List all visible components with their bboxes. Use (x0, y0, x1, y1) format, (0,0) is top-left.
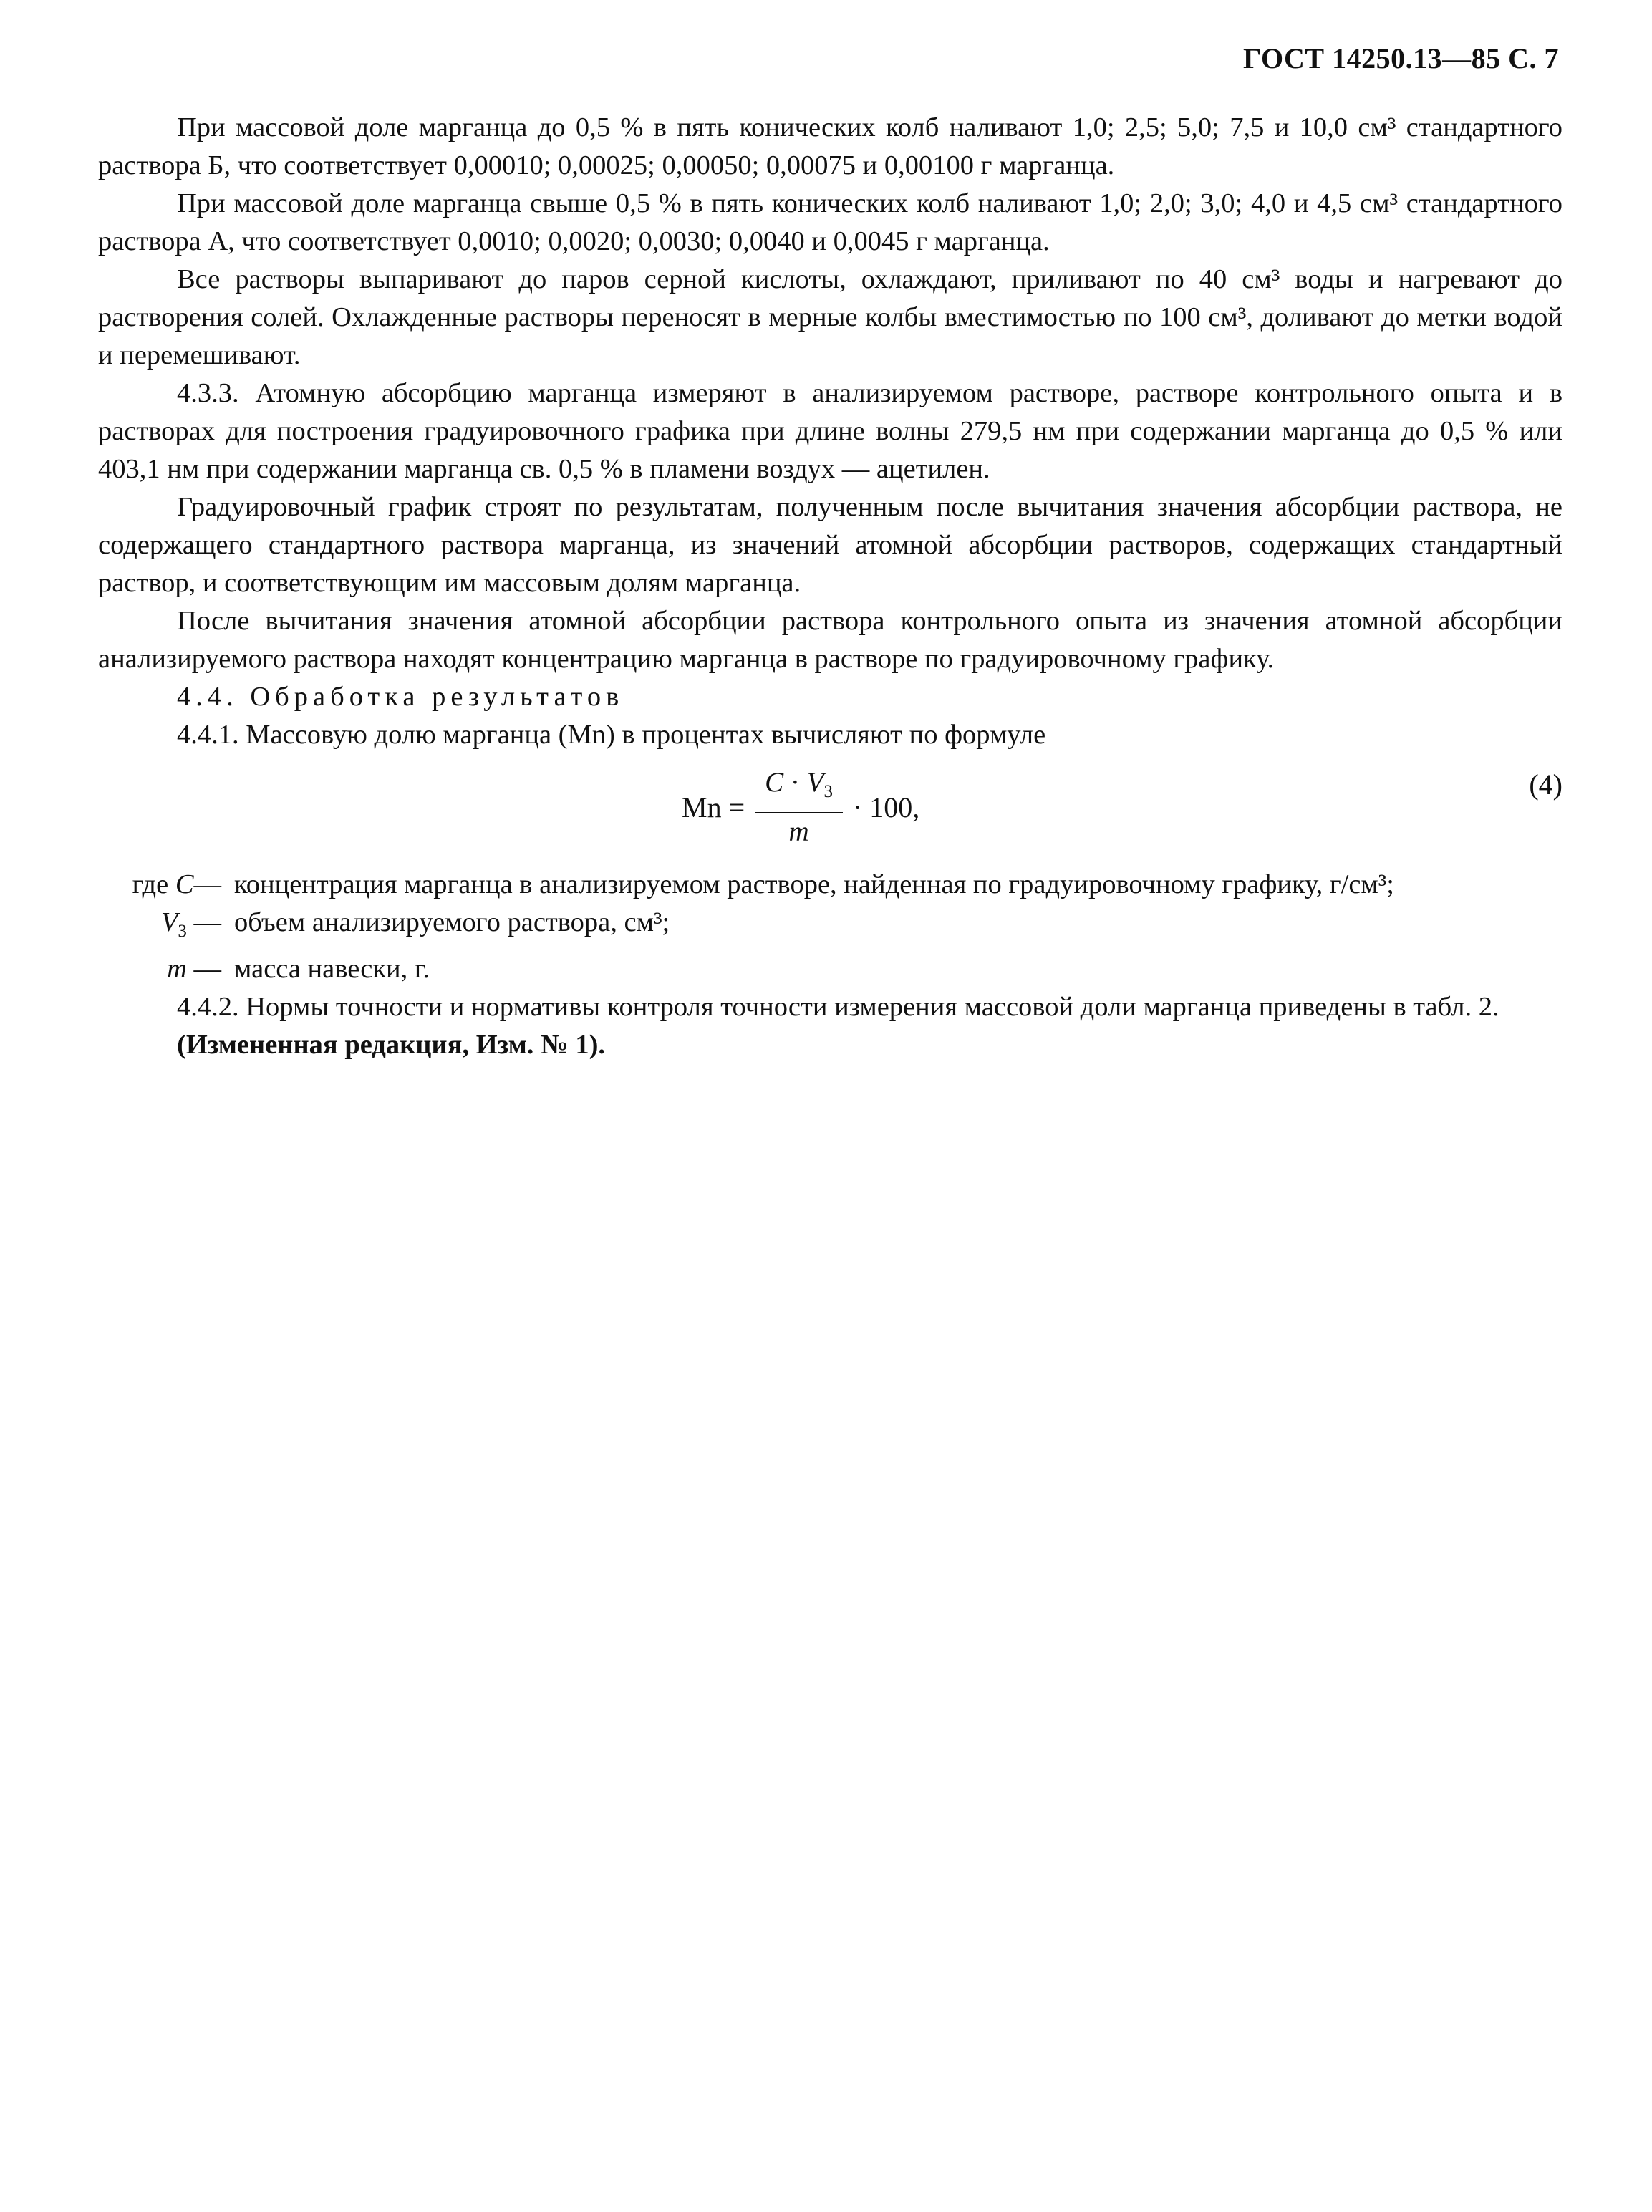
paragraph-mn-above-0-5: При массовой доле марганца свыше 0,5 % в пять конических колб наливают 1,0; 2,0; 3,0; 4,0 и 4,5 см³ стандартного раствора А, что соответствует 0,0010; 0,0020; 0,0030; 0,0040 и 0,0045 г марганца. (98, 188, 1562, 256)
formula-num-c: C (765, 767, 784, 798)
formula-numerator (755, 765, 843, 813)
formula-denominator: m (788, 816, 809, 847)
formula-fraction (755, 765, 843, 849)
symbol-c: C (175, 869, 194, 899)
formula-num-dot: · (790, 767, 800, 798)
formula-lhs: Mn = (682, 791, 745, 824)
formula-intro: 4.4.1. Массовую долю марганца (Mn) в процентах вычисляют по формуле (177, 720, 1046, 750)
formula-4 (682, 765, 919, 849)
formula-block (98, 763, 1562, 856)
paragraph-evaporation: Все растворы выпаривают до паров серной кислоты, охлаждают, приливают по 40 см³ воды и нагревают до растворения солей. Охлажденные растворы переносят в мерные колбы вместимостью по 100 см³, доливают до метки водой и перемешивают. (98, 264, 1562, 370)
formula-num-v: V (806, 767, 824, 798)
dash: — (193, 869, 221, 899)
paragraph-concentration: После вычитания значения атомной абсорбции раствора контрольного опыта из значения атомной абсорбции анализируемого раствора находят концентрацию марганца в растворе по градуировочному графику. (98, 606, 1562, 674)
where-prefix: где (132, 869, 169, 899)
symbol-v: V (160, 907, 178, 937)
paragraph-4-3-3: 4.3.3. Атомную абсорбцию марганца измеряют в анализируемом растворе, растворе контрольного опыта и в растворах для построения градуировочного графика при длине волны 279,5 нм при содержании марганца до 0,5 % или 403,1 нм при содержании марганца св. 0,5 % в пламени воздух — ацетилен. (98, 378, 1562, 484)
document-body (98, 109, 1562, 1064)
equation-number: (4) (1529, 768, 1562, 801)
paragraph-mn-below-0-5: При массовой доле марганца до 0,5 % в пять конических колб наливают 1,0; 2,5; 5,0; 7,5 и 10,0 см³ стандартного раствора Б, что соответствует 0,00010; 0,00025; 0,00050; 0,00075 и 0,00100 г марганца. (98, 112, 1562, 180)
definition-c: концентрация марганца в анализируемом растворе, найденная по градуировочному графику, г/см³; (234, 869, 1395, 899)
amendment-note: (Измененная редакция, Изм. № 1). (177, 1030, 606, 1060)
formula-rhs: · 100, (852, 791, 920, 824)
where-symbol-v3 (98, 904, 234, 950)
symbol-m: m (167, 954, 187, 984)
section-heading-4-4: 4.4. Обработка результатов (177, 682, 624, 712)
paragraph-4-4-2: 4.4.2. Нормы точности и нормативы контроля точности измерения массовой доли марганца приведены в табл. 2. (177, 992, 1499, 1022)
formula-num-v-sub: 3 (823, 782, 833, 801)
dash: — (193, 954, 221, 984)
where-symbol-m (98, 950, 234, 988)
paragraph-calibration-graph: Градуировочный график строят по результатам, полученным после вычитания значения абсорбции раствора, не содержащего стандартного раствора марганца, из значений атомной абсорбции растворов, содержащих стандартный раствор, и соответствующим им массовым долям марганца. (98, 492, 1562, 598)
page-header: ГОСТ 14250.13—85 С. 7 (1242, 42, 1559, 74)
symbol-v-sub: 3 (178, 922, 187, 941)
where-symbol-c (98, 866, 234, 904)
variable-definitions (98, 866, 1562, 988)
dash: — (193, 907, 221, 937)
definition-m: масса навески, г. (234, 954, 430, 984)
definition-v3: объем анализируемого раствора, см³; (234, 907, 670, 937)
